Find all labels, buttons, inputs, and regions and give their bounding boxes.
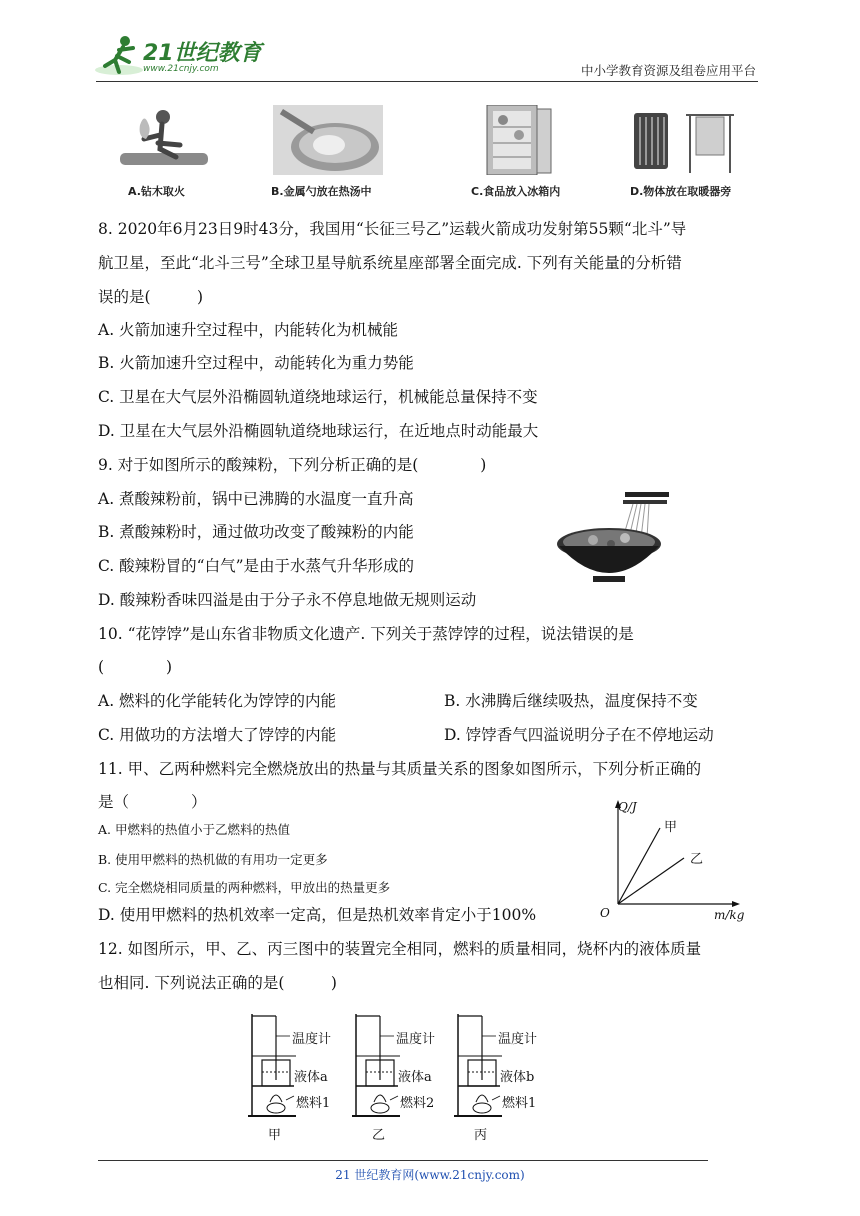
metal-spoon-in-soup-photo-icon (273, 105, 383, 175)
q10-line-2: ( ) (98, 658, 173, 676)
figure-c-caption: C.食品放入冰箱内 (471, 185, 561, 198)
yi-liquid-label: 液体a (398, 1070, 432, 1085)
q8-line-2: 航卫星，至此“北斗三号”全球卫星导航系统星座部署全面完成. 下列有关能量的分析错 (98, 254, 682, 272)
figure-d (630, 105, 738, 198)
yi-thermometer-label: 温度计 (396, 1032, 436, 1047)
q10-option-b: B. 水沸腾后继续吸热，温度保持不变 (444, 692, 698, 710)
apparatus-bing (452, 1010, 552, 1143)
q8-line-3: 误的是( ) (98, 288, 204, 306)
q8-option-b: B. 火箭加速升空过程中，动能转化为重力势能 (98, 354, 414, 372)
q11-option-c: C. 完全燃烧相同质量的两种燃料，甲放出的热量更多 (98, 880, 391, 895)
figure-a (118, 105, 213, 198)
bing-thermometer-label: 温度计 (498, 1032, 538, 1047)
figure-a-caption: A.钻木取火 (128, 185, 185, 198)
q8-option-a: A. 火箭加速升空过程中，内能转化为机械能 (98, 321, 399, 339)
drilling-wood-fire-illustration-icon (118, 105, 213, 175)
q11-option-b: B. 使用甲燃料的热机做的有用功一定更多 (98, 852, 328, 867)
bing-fuel-label: 燃料1 (502, 1096, 537, 1111)
q10-option-d: D. 饽饽香气四溢说明分子在不停地运动 (444, 726, 714, 744)
apparatus-yi (350, 1010, 450, 1143)
q9-stem: 9. 对于如图所示的酸辣粉，下列分析正确的是( ) (98, 456, 487, 474)
graph-y-label: Q/J (618, 800, 637, 814)
heater-photo-icon (632, 105, 738, 175)
noodle-bowl-image (553, 490, 673, 590)
q11-option-a: A. 甲燃料的热值小于乙燃料的热值 (98, 822, 290, 837)
q10-option-a: A. 燃料的化学能转化为饽饽的内能 (98, 692, 337, 710)
apparatus-jia (246, 1010, 346, 1143)
bing-liquid-label: 液体b (500, 1070, 535, 1085)
q8-option-d: D. 卫星在大气层外沿椭圆轨道绕地球运行，在近地点时动能最大 (98, 422, 539, 440)
jia-label: 甲 (268, 1128, 282, 1143)
noodle-bowl-photo-icon (553, 490, 673, 590)
line-yi (618, 858, 684, 904)
running-figure-logo-icon (95, 32, 145, 78)
graph-origin: O (600, 906, 610, 920)
graph-line-jia-label: 甲 (664, 820, 678, 835)
q11-line-1: 11. 甲、乙两种燃料完全燃烧放出的热量与其质量关系的图象如图所示，下列分析正确的 (98, 760, 702, 778)
figure-c (471, 105, 561, 198)
bing-label: 丙 (474, 1128, 488, 1143)
q11-line-2: 是（ ） (98, 793, 207, 811)
heat-mass-graph (596, 796, 756, 926)
q9-option-d: D. 酸辣粉香味四溢是由于分子永不停息地做无规则运动 (98, 591, 477, 609)
footer-divider (98, 1160, 708, 1161)
jia-liquid-label: 液体a (294, 1070, 328, 1085)
yi-label: 乙 (372, 1128, 386, 1143)
logo-text: 21世纪教育 (143, 41, 262, 66)
q9-option-b: B. 煮酸辣粉时，通过做功改变了酸辣粉的内能 (98, 523, 414, 541)
figure-b-caption: B.金属勺放在热汤中 (271, 185, 372, 198)
q12-line-2: 也相同. 下列说法正确的是( ) (98, 974, 337, 992)
fridge-photo-icon (485, 105, 553, 175)
jia-fuel-label: 燃料1 (296, 1096, 331, 1111)
header-divider (96, 81, 758, 82)
graph-line-yi-label: 乙 (690, 852, 704, 867)
q8-option-c: C. 卫星在大气层外沿椭圆轨道绕地球运行，机械能总量保持不变 (98, 388, 538, 406)
q12-line-1: 12. 如图所示，甲、乙、丙三图中的装置完全相同，燃料的质量相同，烧杯内的液体质量 (98, 940, 702, 958)
q11-option-d: D. 使用甲燃料的热机效率一定高，但是热机效率肯定小于100% (98, 906, 537, 924)
q10-option-c: C. 用做功的方法增大了饽饽的内能 (98, 726, 337, 744)
q9-option-c: C. 酸辣粉冒的“白气”是由于水蒸气升华形成的 (98, 557, 415, 575)
line-jia (618, 828, 660, 904)
q8-line-1: 8. 2020年6月23日9时43分，我国用“长征三号乙”运载火箭成功发射第55颗“北斗”导 (98, 220, 687, 238)
header-right-text: 中小学教育资源及组卷应用平台 (580, 63, 756, 78)
figure-b (271, 105, 383, 198)
q9-option-a: A. 煮酸辣粉前，锅中已沸腾的水温度一直升高 (98, 490, 414, 508)
logo-url: www.21cnjy.com (143, 64, 219, 74)
yi-fuel-label: 燃料2 (400, 1096, 435, 1111)
graph-x-label: m/kg (714, 908, 745, 922)
figure-d-caption: D.物体放在取暖器旁 (630, 185, 732, 198)
q10-line-1: 10. “花饽饽”是山东省非物质文化遗产. 下列关于蒸饽饽的过程，说法错误的是 (98, 625, 634, 643)
footer-text: 21 世纪教育网(www.21cnjy.com) (335, 1168, 525, 1182)
jia-thermometer-label: 温度计 (292, 1032, 332, 1047)
